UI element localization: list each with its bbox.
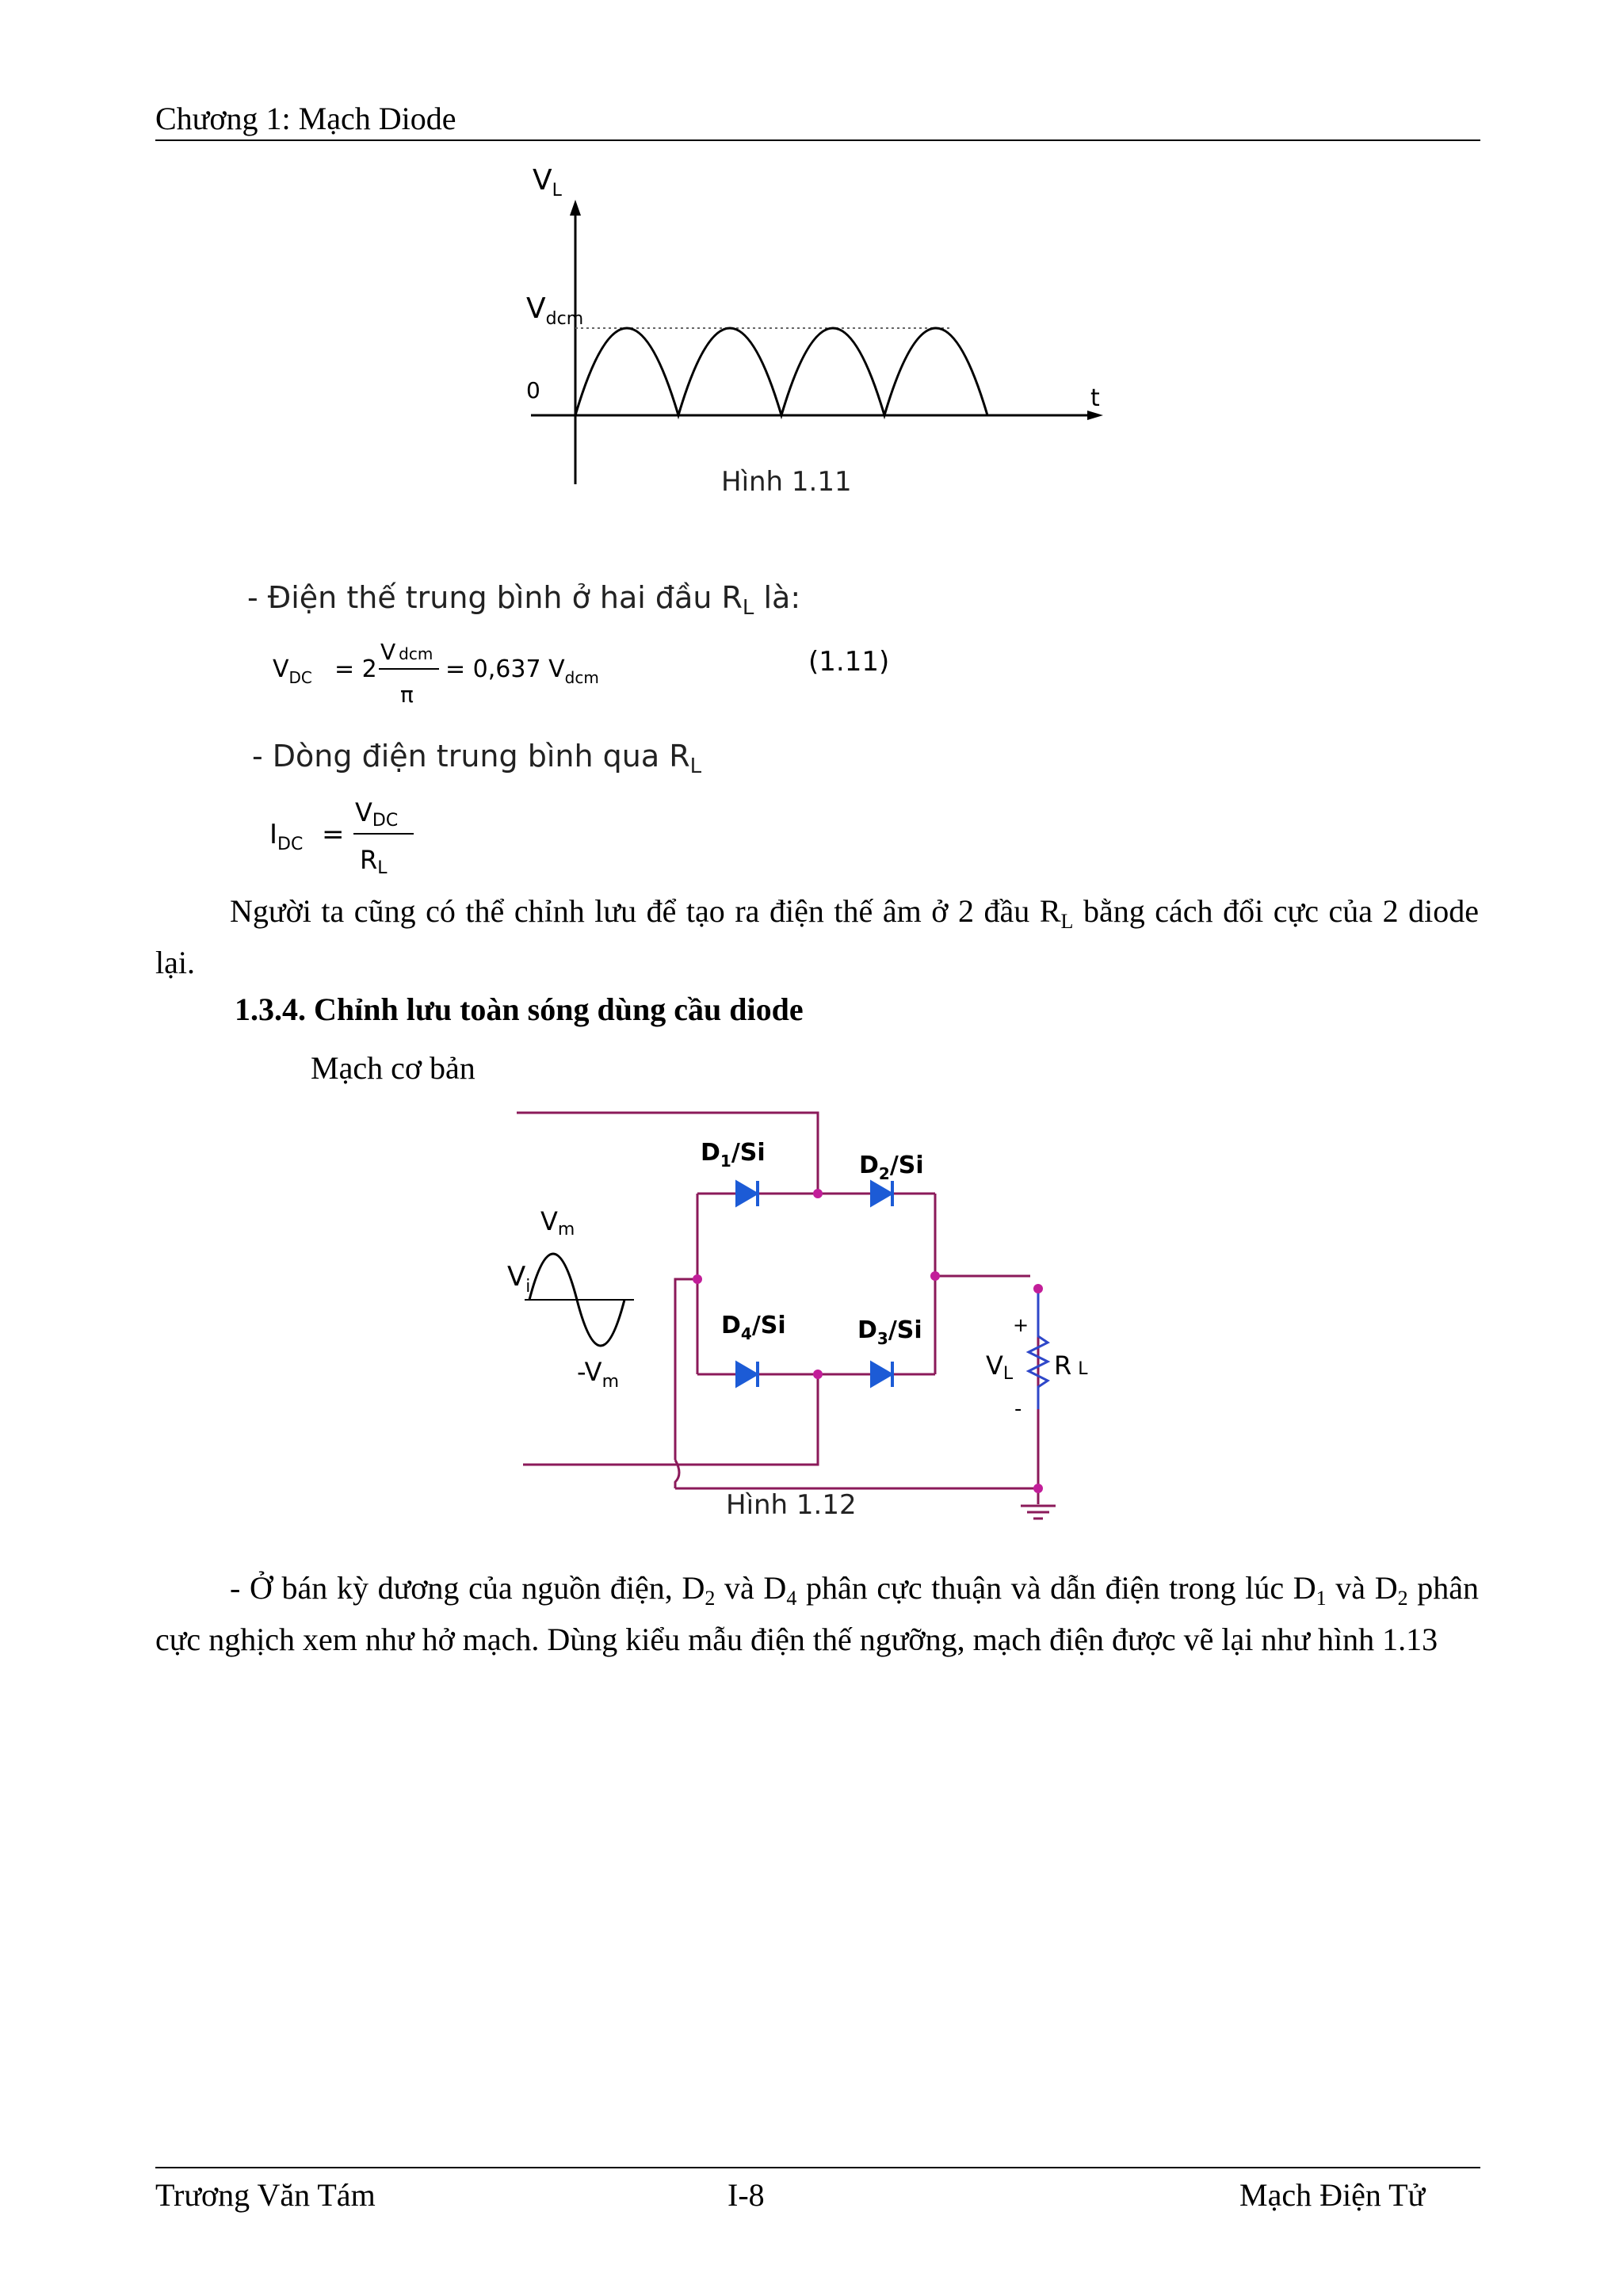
label-d4: $D_4/Si$ xyxy=(721,1312,786,1343)
idc-eq: = xyxy=(322,819,345,850)
figure-1-12-bridge-circuit xyxy=(507,1102,1109,1545)
formula-rhs: = 0,637 $V_{dcm}$ xyxy=(445,655,599,687)
label-d2: $D_2/Si$ xyxy=(859,1152,924,1183)
avg-current-text: - Dòng điện trung bình qua $R_L$ xyxy=(252,739,702,778)
formula-idc xyxy=(266,789,456,884)
circuit-wires xyxy=(517,1113,1038,1504)
section-title: 1.3.4. Chỉnh lưu toàn sóng dùng cầu diode xyxy=(235,991,804,1027)
footer-rule xyxy=(155,2167,1480,2168)
figure-1-11-caption: Hình 1.11 xyxy=(721,466,852,498)
label-vi: $V_i$ xyxy=(507,1261,531,1297)
y-axis-arrow xyxy=(570,200,581,216)
footer-page-number: I-8 xyxy=(727,2177,765,2213)
figure-1-11-waveform xyxy=(507,155,1125,512)
formula-numerator: V dcm xyxy=(380,639,433,665)
label-rl: R L xyxy=(1054,1350,1088,1381)
y-axis-label: $V_L$ xyxy=(533,164,562,201)
idc-denominator: RL xyxy=(360,845,388,878)
idc-numerator: VDC xyxy=(355,797,399,831)
paragraph-positive-half-cycle: - Ở bán kỳ dương của nguồn điện, $D_2$ và $D_4$ phân cực thuận và dẫn điện trong lúc $D_1$ và $D_2$ phân cực nghịch xem như hở mạch. Dùng kiểu mẫu điện thế ngưỡng, mạch điện được vẽ lại như hình 1.13 xyxy=(155,1570,1480,1657)
diode-d3-icon xyxy=(872,1363,891,1385)
diode-d4-icon xyxy=(737,1363,756,1385)
ground-icon xyxy=(1021,1506,1056,1519)
label-vm-bottom: $-V_m$ xyxy=(577,1357,619,1392)
header-rule xyxy=(155,139,1480,141)
footer-book-title: Mạch Điện Tử xyxy=(1239,2177,1426,2213)
idc-left: $I_{DC}$ xyxy=(269,819,304,854)
formula-vdc: $V_{DC}$ xyxy=(273,655,312,687)
label-minus: - xyxy=(1014,1397,1022,1421)
label-d1: $D_1/Si$ xyxy=(701,1139,766,1171)
peak-label: $V_{dcm}$ xyxy=(526,292,584,329)
label-vm-top: Vm xyxy=(540,1206,575,1240)
formula-number: (1.11) xyxy=(808,646,890,678)
label-d3: $D_3/Si$ xyxy=(857,1316,922,1348)
formula-denominator: π xyxy=(400,682,414,708)
zero-label: 0 xyxy=(526,377,540,403)
diode-d1-icon xyxy=(737,1182,756,1205)
diode-icons xyxy=(737,1181,892,1387)
paragraph-negative-rectify: Người ta cũng có thể chỉnh lưu để tạo ra điện thế âm ở 2 đầu $R_L$ bằng cách đổi cực của 2 diode lại. xyxy=(155,893,1479,980)
figure-1-12-caption: Hình 1.12 xyxy=(726,1489,857,1521)
formula-eq2: = 2 xyxy=(334,655,377,683)
basic-circuit-label: Mạch cơ bản xyxy=(311,1050,475,1086)
avg-voltage-text: - Điện thế trung bình ở hai đầu $R_L$ là: xyxy=(247,580,801,620)
page-header: Chương 1: Mạch Diode xyxy=(155,101,456,136)
t-axis-label: t xyxy=(1090,384,1100,412)
label-plus: + xyxy=(1013,1314,1029,1336)
rectified-wave xyxy=(575,328,987,415)
formula-1-11 xyxy=(269,631,919,718)
footer-author: Trương Văn Tám xyxy=(155,2177,376,2213)
diode-d2-icon xyxy=(872,1182,891,1205)
label-vl: VL xyxy=(986,1350,1014,1384)
